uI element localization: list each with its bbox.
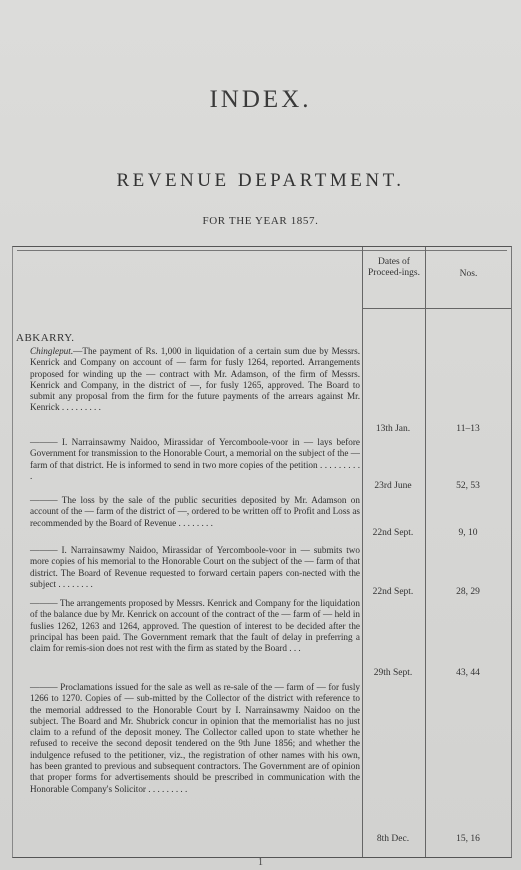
- entry-date: 13th Jan.: [375, 424, 411, 434]
- table-inner-rule: [17, 250, 507, 251]
- table-row-entry: [30, 682, 360, 795]
- entry-date: 22nd Sept.: [372, 528, 414, 538]
- entry-text: ——— Proclamations issued for the sale as well as re-sale of the — farm of — for fusly 1266 to 1270. Copies of — sub-mitted by the Collector of the district with reference to the memorial addressed to the Honorable Court by I. Narrainsawmy Naidoo on the subject. The Board and Mr. Shubrick concur in opinion that the memorialist has no just claim to a refund of the deposit money. The Collector called upon to state whether he refused to receive the second deposit tendered on the 9th June 1856; and whether the indulgence refused to the petitioner, viz., the registration of other names with his own, has been granted to previous and subsequent contractors. The Government are of opinion that proper forms for advertisements should be prescribed in communication with the Honorable Company's Solicitor . . . . . . . . .: [30, 682, 360, 794]
- entry-nos: 52, 53: [456, 481, 480, 491]
- page-title: INDEX.: [209, 86, 312, 113]
- table-row-entry: [30, 495, 360, 529]
- entry-nos: 15, 16: [456, 834, 480, 844]
- page-number: 1: [258, 857, 263, 868]
- entry-text: ——— I. Narrainsawmy Naidoo, Mirassidar of Yercomboole-voor in — submits two more copies of his memorial to the Honorable Court on the subject of the — farm of that district. The Board of Revenue requested to forward certain papers con-nected with the subject . . . . . . . .: [30, 545, 360, 589]
- year-subheading: FOR THE YEAR 1857.: [202, 215, 319, 227]
- entry-location: Chingleput.: [30, 346, 74, 356]
- column-header-dates: [363, 257, 425, 279]
- entry-date: 8th Dec.: [376, 834, 410, 844]
- entry-text: ——— I. Narrainsawmy Naidoo, Mirassidar of Yercomboole-voor in — lays before Government for transmission to the Honorable Court, a memorial on the subject of the — farm of that district. He is informed to send in two more copies of the petition . . . . . . . . . .: [30, 437, 360, 481]
- column-header-nos: Nos.: [459, 269, 478, 279]
- entry-nos: 9, 10: [458, 528, 478, 538]
- entry-text: ——— The arrangements proposed by Messrs. Kenrick and Company for the liquidation of the balance due by Mr. Kenrick on account of the contract of the — farm of — held in fuslies 1262, 1263 and 1264, approved. The question of interest to be decided after the principal has been paid. The Government remark that the fault of delay in preferring a claim for remis-sion does not rest with the firm as stated by the Board . . .: [30, 598, 360, 654]
- column-header-dates-text: Dates of Proceed-ings.: [368, 257, 420, 278]
- header-divider: [362, 308, 511, 309]
- entry-date: 22nd Sept.: [372, 587, 414, 597]
- department-heading: REVENUE DEPARTMENT.: [116, 170, 405, 191]
- table-row-entry: [30, 598, 360, 654]
- entry-date: 29th Sept.: [373, 668, 413, 678]
- table-row-entry: [30, 437, 360, 482]
- table-row-entry: [30, 346, 360, 414]
- column-divider-nos: [425, 247, 426, 857]
- entry-text: ——— The loss by the sale of the public securities deposited by Mr. Adamson on account of the — farm of the district of —, ordered to be written off to Profit and Loss as recommended by the Board of Revenue . . . . . . . .: [30, 495, 360, 528]
- table-row-entry: [30, 545, 360, 590]
- section-heading: ABKARRY.: [16, 332, 75, 344]
- column-divider-dates: [362, 247, 363, 857]
- entry-nos: 28, 29: [456, 587, 480, 597]
- entry-date: 23rd June: [374, 481, 412, 491]
- entry-text: —The payment of Rs. 1,000 in liquidation of a certain sum due by Messrs. Kenrick and Company on account of — farm for fusly 1264, reported. Arrangements proposed for winding up the — contract with Mr. Adamson, of the firm of Messrs. Kenrick and Company, in the district of —, for fusly 1265, approved. The Board to submit any proposal from the firm for the future payments of the arrears against Mr. Kenrick . . . . . . . . .: [30, 346, 360, 413]
- entry-nos: 43, 44: [456, 668, 480, 678]
- entry-nos: 11–13: [456, 424, 480, 434]
